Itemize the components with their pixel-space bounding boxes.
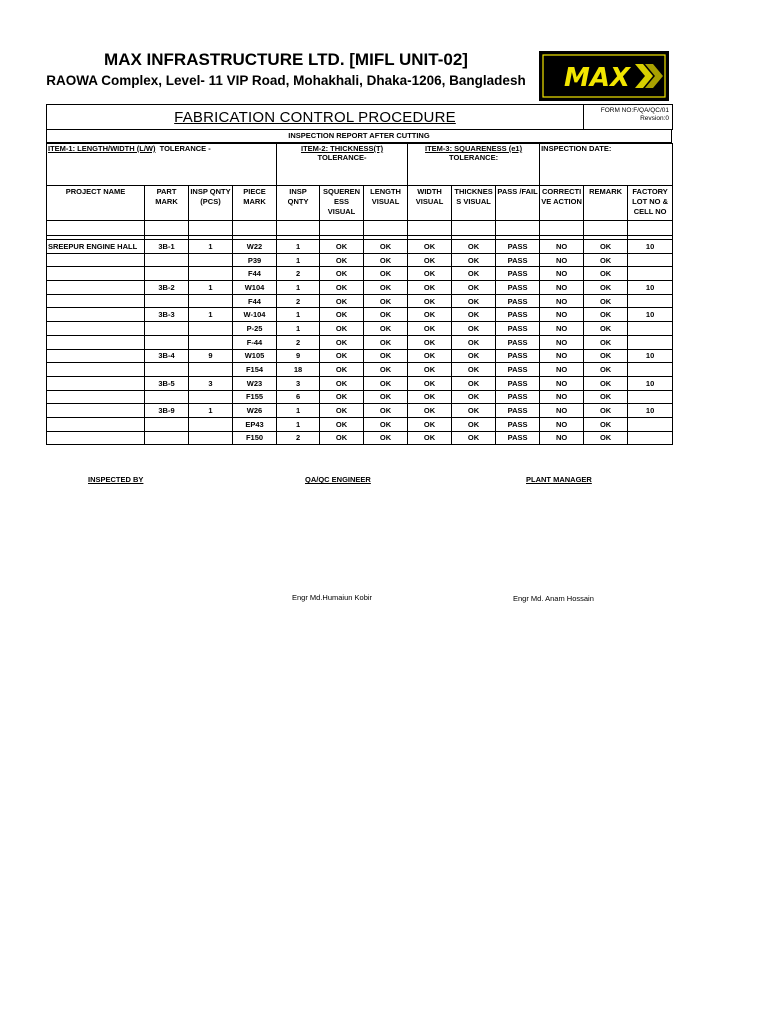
table-cell <box>47 322 145 336</box>
table-cell: PASS <box>496 267 540 281</box>
inspected-by-label: INSPECTED BY <box>88 475 144 484</box>
table-cell: OK <box>452 363 496 377</box>
table-cell: OK <box>452 281 496 295</box>
inspection-table <box>46 143 673 445</box>
report-title: INSPECTION REPORT AFTER CUTTING <box>46 129 672 143</box>
table-cell <box>189 294 233 308</box>
table-cell: OK <box>320 349 364 363</box>
table-cell: OK <box>584 335 628 349</box>
col-insp-qnty: INSP QNTY <box>277 186 320 221</box>
table-cell <box>47 431 145 445</box>
items-row <box>47 144 673 186</box>
table-cell: PASS <box>496 349 540 363</box>
table-cell: 1 <box>277 240 320 254</box>
table-cell: PASS <box>496 308 540 322</box>
table-cell: 2 <box>277 335 320 349</box>
table-cell: OK <box>320 390 364 404</box>
plant-manager-label: PLANT MANAGER <box>526 475 592 484</box>
table-cell: OK <box>364 240 408 254</box>
table-cell: PASS <box>496 417 540 431</box>
table-cell: OK <box>408 322 452 336</box>
table-cell: NO <box>540 335 584 349</box>
table-cell <box>189 253 233 267</box>
table-cell: NO <box>540 267 584 281</box>
col-width-visual: WIDTH VISUAL <box>408 186 452 221</box>
table-cell: 1 <box>189 281 233 295</box>
table-cell <box>145 267 189 281</box>
col-remark: REMARK <box>584 186 628 221</box>
company-name: MAX INFRASTRUCTURE LTD. [MIFL UNIT-02] <box>104 50 468 69</box>
table-cell: 3B-9 <box>145 404 189 418</box>
table-cell: OK <box>408 363 452 377</box>
table-cell: OK <box>320 404 364 418</box>
item-2-cell: ITEM-2: THICKNESS(T) TOLERANCE- <box>277 144 408 186</box>
table-cell: F154 <box>233 363 277 377</box>
table-cell: OK <box>452 308 496 322</box>
table-cell: OK <box>364 431 408 445</box>
table-cell <box>47 349 145 363</box>
table-cell: OK <box>452 404 496 418</box>
table-cell: 2 <box>277 294 320 308</box>
table-cell: 10 <box>628 376 673 390</box>
table-cell: PASS <box>496 281 540 295</box>
table-cell: OK <box>584 267 628 281</box>
table-cell: 1 <box>189 240 233 254</box>
table-cell: OK <box>452 335 496 349</box>
company-address: RAOWA Complex, Level- 11 VIP Road, Mohakhali, Dhaka-1206, Bangladesh <box>46 73 526 88</box>
col-squareness-visual: SQUEREN ESS VISUAL <box>320 186 364 221</box>
col-piece-mark: PIECE MARK <box>233 186 277 221</box>
table-cell: OK <box>364 335 408 349</box>
col-corrective-action: CORRECTI VE ACTION <box>540 186 584 221</box>
table-cell: OK <box>452 431 496 445</box>
table-cell: OK <box>584 240 628 254</box>
table-cell <box>189 390 233 404</box>
table-cell: 1 <box>189 404 233 418</box>
col-factory-lot: FACTORY LOT NO & CELL NO <box>628 186 673 221</box>
table-cell <box>189 417 233 431</box>
item-3-cell: ITEM-3: SQUARENESS (e1) TOLERANCE: <box>408 144 540 186</box>
table-cell: NO <box>540 376 584 390</box>
table-row <box>47 376 673 390</box>
table-row <box>47 240 673 254</box>
table-cell: W104 <box>233 281 277 295</box>
table-cell: P-25 <box>233 322 277 336</box>
table-cell: PASS <box>496 335 540 349</box>
table-cell: OK <box>408 349 452 363</box>
table-cell: OK <box>584 308 628 322</box>
table-row <box>47 349 673 363</box>
table-cell: OK <box>320 417 364 431</box>
table-cell <box>145 417 189 431</box>
table-cell: F150 <box>233 431 277 445</box>
table-cell: W-104 <box>233 308 277 322</box>
col-insp-qnty-pcs: INSP QNTY (PCS) <box>189 186 233 221</box>
table-cell: 18 <box>277 363 320 377</box>
table-cell: OK <box>320 267 364 281</box>
table-cell: OK <box>584 404 628 418</box>
table-cell: 10 <box>628 308 673 322</box>
table-row <box>47 417 673 431</box>
logo-text: MAX <box>563 63 631 93</box>
table-cell: F-44 <box>233 335 277 349</box>
table-cell: OK <box>320 308 364 322</box>
table-cell <box>47 363 145 377</box>
qa-qc-engineer-label: QA/QC ENGINEER <box>305 475 371 484</box>
table-cell: OK <box>408 281 452 295</box>
table-cell: 9 <box>277 349 320 363</box>
table-cell: NO <box>540 281 584 295</box>
table-cell <box>628 431 673 445</box>
table-cell <box>189 322 233 336</box>
table-cell: F155 <box>233 390 277 404</box>
table-cell: OK <box>408 404 452 418</box>
table-cell: OK <box>364 417 408 431</box>
column-headers <box>47 186 673 221</box>
table-cell: 10 <box>628 281 673 295</box>
table-cell <box>628 267 673 281</box>
table-cell <box>628 363 673 377</box>
table-cell <box>47 308 145 322</box>
table-cell <box>47 294 145 308</box>
table-cell: OK <box>452 376 496 390</box>
table-cell <box>145 253 189 267</box>
table-cell <box>145 294 189 308</box>
table-cell <box>189 431 233 445</box>
table-cell: OK <box>452 267 496 281</box>
table-cell: OK <box>584 253 628 267</box>
table-cell: F44 <box>233 267 277 281</box>
table-cell: 10 <box>628 404 673 418</box>
table-cell <box>628 335 673 349</box>
col-project-name: PROJECT NAME <box>47 186 145 221</box>
table-cell: OK <box>320 335 364 349</box>
table-cell <box>47 404 145 418</box>
table-cell <box>189 363 233 377</box>
table-cell: OK <box>320 253 364 267</box>
table-cell: 1 <box>189 308 233 322</box>
table-cell: OK <box>452 349 496 363</box>
table-cell: PASS <box>496 404 540 418</box>
table-cell: PASS <box>496 376 540 390</box>
form-number: FORM NO:F/QA/QC/01 Revsion:0 <box>584 105 673 130</box>
table-cell <box>628 294 673 308</box>
table-cell: 9 <box>189 349 233 363</box>
table-cell: OK <box>364 267 408 281</box>
table-cell: 1 <box>277 322 320 336</box>
table-cell: OK <box>320 431 364 445</box>
table-cell: PASS <box>496 322 540 336</box>
table-cell: F44 <box>233 294 277 308</box>
table-cell: NO <box>540 417 584 431</box>
table-cell: OK <box>584 322 628 336</box>
table-cell: OK <box>584 294 628 308</box>
form-title: FABRICATION CONTROL PROCEDURE <box>47 105 584 130</box>
table-row <box>47 281 673 295</box>
table-cell: OK <box>584 417 628 431</box>
table-cell: OK <box>452 390 496 404</box>
table-cell: OK <box>364 376 408 390</box>
table-row <box>47 294 673 308</box>
table-cell: 1 <box>277 253 320 267</box>
table-cell: OK <box>320 376 364 390</box>
table-cell: NO <box>540 308 584 322</box>
table-cell: OK <box>320 281 364 295</box>
table-cell <box>189 335 233 349</box>
table-cell: OK <box>408 376 452 390</box>
table-cell: OK <box>408 253 452 267</box>
table-cell: PASS <box>496 363 540 377</box>
table-cell: OK <box>364 308 408 322</box>
table-cell: 3B-5 <box>145 376 189 390</box>
table-cell: 3B-4 <box>145 349 189 363</box>
table-cell: 3B-2 <box>145 281 189 295</box>
table-cell <box>628 390 673 404</box>
table-cell: OK <box>452 253 496 267</box>
table-cell: NO <box>540 240 584 254</box>
table-cell: 10 <box>628 349 673 363</box>
table-cell: OK <box>584 376 628 390</box>
table-cell: NO <box>540 349 584 363</box>
table-cell: PASS <box>496 294 540 308</box>
table-cell: OK <box>584 349 628 363</box>
table-cell: PASS <box>496 253 540 267</box>
table-cell: W23 <box>233 376 277 390</box>
table-cell: P39 <box>233 253 277 267</box>
table-cell: W26 <box>233 404 277 418</box>
table-cell: OK <box>408 240 452 254</box>
table-cell: OK <box>452 322 496 336</box>
table-cell: OK <box>584 363 628 377</box>
table-cell: W105 <box>233 349 277 363</box>
table-cell: OK <box>408 417 452 431</box>
table-cell <box>47 281 145 295</box>
table-cell: OK <box>320 363 364 377</box>
table-cell: 3B-1 <box>145 240 189 254</box>
table-cell <box>628 417 673 431</box>
table-cell: OK <box>408 294 452 308</box>
table-cell: OK <box>452 240 496 254</box>
table-row <box>47 363 673 377</box>
table-row <box>47 431 673 445</box>
table-cell: OK <box>452 294 496 308</box>
table-cell: PASS <box>496 390 540 404</box>
table-row <box>47 253 673 267</box>
form-header <box>46 104 673 130</box>
table-row <box>47 335 673 349</box>
table-cell: W22 <box>233 240 277 254</box>
table-cell: OK <box>408 390 452 404</box>
table-cell: OK <box>364 322 408 336</box>
table-cell: NO <box>540 253 584 267</box>
table-cell: 3B-3 <box>145 308 189 322</box>
table-cell: NO <box>540 294 584 308</box>
qa-qc-engineer-name: Engr Md.Humaiun Kobir <box>292 593 373 602</box>
table-cell: OK <box>364 294 408 308</box>
table-cell: OK <box>584 431 628 445</box>
table-cell: 1 <box>277 308 320 322</box>
table-cell: OK <box>364 349 408 363</box>
table-cell <box>47 390 145 404</box>
table-cell: 2 <box>277 267 320 281</box>
max-logo <box>539 51 669 101</box>
table-row <box>47 308 673 322</box>
table-cell <box>145 322 189 336</box>
table-cell: NO <box>540 390 584 404</box>
table-cell: 1 <box>277 404 320 418</box>
inspection-date-cell: INSPECTION DATE: <box>540 144 673 186</box>
table-cell: OK <box>408 431 452 445</box>
table-cell <box>47 417 145 431</box>
table-cell <box>628 322 673 336</box>
table-cell: NO <box>540 363 584 377</box>
table-cell: OK <box>320 240 364 254</box>
plant-manager-name: Engr Md. Anam Hossain <box>513 594 594 603</box>
table-cell: OK <box>364 390 408 404</box>
table-cell: 1 <box>277 417 320 431</box>
table-cell: OK <box>364 253 408 267</box>
table-row <box>47 404 673 418</box>
table-cell <box>47 376 145 390</box>
table-cell: OK <box>364 363 408 377</box>
table-cell: OK <box>364 404 408 418</box>
table-cell: OK <box>408 335 452 349</box>
col-pass-fail: PASS /FAIL <box>496 186 540 221</box>
table-cell: NO <box>540 322 584 336</box>
table-cell: OK <box>320 294 364 308</box>
table-cell <box>145 390 189 404</box>
table-cell: OK <box>584 390 628 404</box>
table-cell: 10 <box>628 240 673 254</box>
table-cell: 6 <box>277 390 320 404</box>
table-cell: 1 <box>277 281 320 295</box>
table-cell <box>145 431 189 445</box>
table-cell <box>47 253 145 267</box>
table-cell: OK <box>408 267 452 281</box>
data-rows <box>47 240 673 445</box>
table-cell: SREEPUR ENGINE HALL <box>47 240 145 254</box>
table-cell: 3 <box>189 376 233 390</box>
col-part-mark: PART MARK <box>145 186 189 221</box>
table-cell: PASS <box>496 240 540 254</box>
table-cell <box>47 335 145 349</box>
table-cell: OK <box>364 281 408 295</box>
item-1-cell: ITEM-1: LENGTH/WIDTH (L/W) TOLERANCE - <box>47 144 277 186</box>
col-length-visual: LENGTH VISUAL <box>364 186 408 221</box>
table-cell: OK <box>452 417 496 431</box>
subheader-row <box>47 221 673 236</box>
table-cell: 2 <box>277 431 320 445</box>
table-cell <box>145 335 189 349</box>
table-cell: 3 <box>277 376 320 390</box>
table-cell: NO <box>540 404 584 418</box>
table-row <box>47 390 673 404</box>
table-cell <box>628 253 673 267</box>
table-row <box>47 322 673 336</box>
table-row <box>47 267 673 281</box>
table-cell: OK <box>320 322 364 336</box>
table-cell <box>189 267 233 281</box>
table-cell: PASS <box>496 431 540 445</box>
table-cell <box>47 267 145 281</box>
table-cell: EP43 <box>233 417 277 431</box>
table-cell: OK <box>408 308 452 322</box>
table-cell: NO <box>540 431 584 445</box>
table-cell: OK <box>584 281 628 295</box>
col-thickness-visual: THICKNES S VISUAL <box>452 186 496 221</box>
table-cell <box>145 363 189 377</box>
